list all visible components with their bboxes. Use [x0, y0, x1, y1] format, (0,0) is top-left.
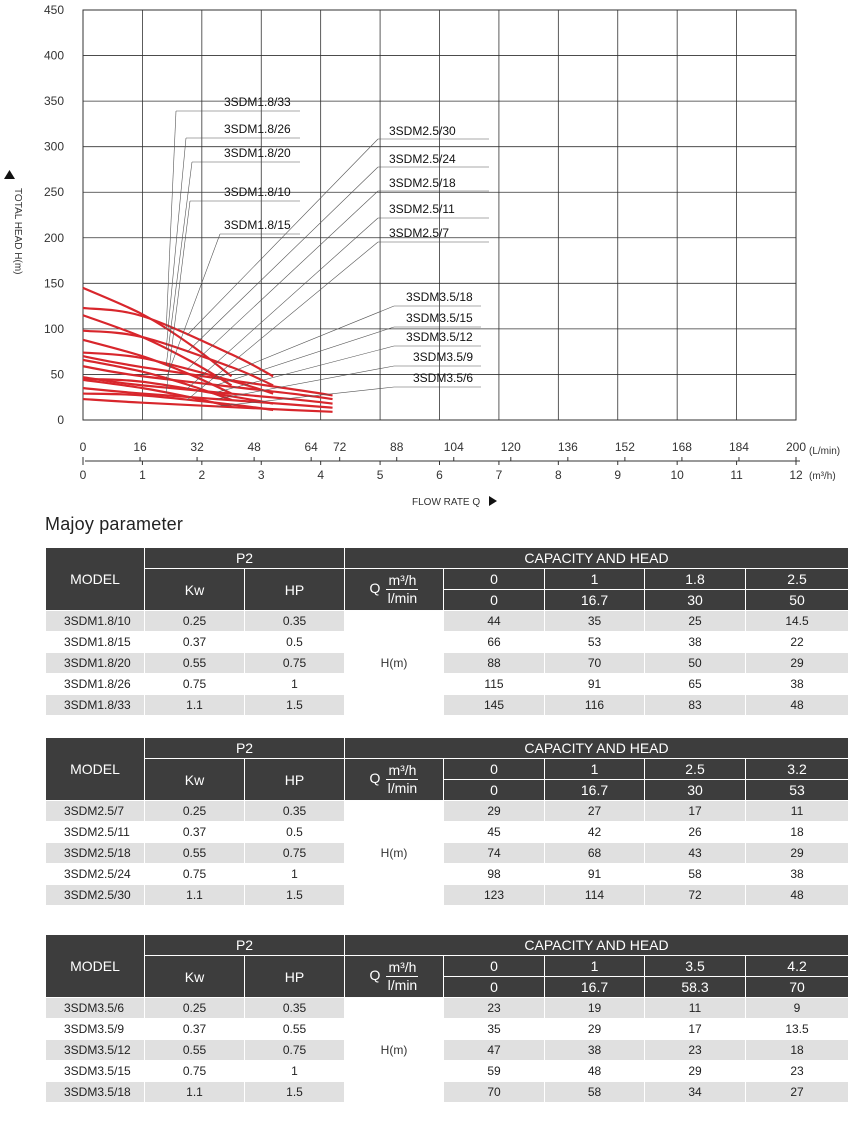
head-value-cell: 27: [545, 801, 645, 822]
head-value-cell: 26: [645, 822, 746, 843]
model-cell: 3SDM3.5/18: [46, 1082, 145, 1103]
table-row: [46, 1061, 849, 1082]
table-row: [46, 1019, 849, 1040]
x-tick-label-lmin: 104: [443, 440, 464, 454]
series-label: 3SDM2.5/7: [389, 226, 450, 240]
head-value-cell: 35: [444, 1019, 545, 1040]
m3h-unit: m³/h: [388, 762, 417, 778]
table-row: [46, 885, 849, 906]
flow-m3h-cell: 3.2: [746, 759, 849, 780]
y-tick-label: 0: [57, 413, 64, 427]
kw-header: Kw: [145, 569, 245, 611]
leader-line: [217, 346, 394, 392]
hp-header: HP: [245, 569, 345, 611]
flow-m3h-cell: 0: [444, 569, 545, 590]
head-value-cell: 59: [444, 1061, 545, 1082]
x-tick-label-lmin: 72: [333, 440, 347, 454]
y-tick-label: 100: [43, 321, 64, 336]
flow-lmin-cell: 53: [746, 780, 849, 801]
head-unit-cell: H(m): [345, 998, 444, 1103]
x-tick-label-m3h: 10: [670, 468, 684, 482]
model-cell: 3SDM2.5/30: [46, 885, 145, 906]
head-value-cell: 88: [444, 653, 545, 674]
hp-cell: 0.5: [245, 822, 345, 843]
x-tick-label-lmin: 168: [671, 440, 692, 454]
model-cell: 3SDM2.5/7: [46, 801, 145, 822]
x-tick-label-lmin: 88: [390, 440, 404, 454]
head-value-cell: 74: [444, 843, 545, 864]
kw-cell: 0.75: [145, 1061, 245, 1082]
capacity-head-header: CAPACITY AND HEAD: [345, 738, 849, 759]
x-tick-label-lmin: 48: [247, 440, 261, 454]
kw-header: Kw: [145, 956, 245, 998]
x-tick-label-lmin: 136: [557, 440, 578, 454]
p2-header: P2: [145, 935, 345, 956]
hp-cell: 0.35: [245, 998, 345, 1019]
table-row: [46, 843, 849, 864]
x-tick-label-m3h: 4: [317, 468, 325, 482]
head-value-cell: 48: [545, 1061, 645, 1082]
leader-line: [166, 234, 220, 379]
head-value-cell: 48: [746, 695, 849, 716]
y-axis-label: TOTAL HEAD H(m): [12, 188, 23, 275]
model-cell: 3SDM2.5/18: [46, 843, 145, 864]
flow-lmin-cell: 16.7: [545, 590, 645, 611]
flow-lmin-cell: 30: [645, 780, 746, 801]
flow-lmin-cell: 16.7: [545, 780, 645, 801]
x-tick-label-m3h: 2: [198, 468, 206, 482]
head-value-cell: 47: [444, 1040, 545, 1061]
x-tick-label-lmin: 64: [304, 440, 318, 454]
x-tick-label-m3h: 7: [495, 468, 503, 482]
leader-line: [187, 139, 378, 335]
head-value-cell: 38: [746, 674, 849, 695]
head-value-cell: 114: [545, 885, 645, 906]
head-value-cell: 29: [645, 1061, 746, 1082]
x-tick-label-lmin: 0: [79, 440, 87, 454]
y-tick-label: 400: [43, 48, 64, 63]
x-tick-label-lmin: 32: [190, 440, 204, 454]
series-label: 3SDM2.5/18: [389, 176, 456, 190]
model-cell: 3SDM3.5/12: [46, 1040, 145, 1061]
head-value-cell: 44: [444, 611, 545, 632]
leader-line: [166, 201, 190, 393]
head-value-cell: 34: [645, 1082, 746, 1103]
head-value-cell: 53: [545, 632, 645, 653]
head-value-cell: 14.5: [746, 611, 849, 632]
x-tick-label-m3h: 3: [257, 468, 265, 482]
table-row: [46, 1040, 849, 1061]
head-value-cell: 65: [645, 674, 746, 695]
head-value-cell: 17: [645, 1019, 746, 1040]
hp-cell: 1.5: [245, 695, 345, 716]
head-value-cell: 23: [746, 1061, 849, 1082]
flow-lmin-cell: 16.7: [545, 977, 645, 998]
table-row: [46, 674, 849, 695]
y-tick-label: 50: [50, 367, 64, 382]
series-label: 3SDM3.5/6: [413, 371, 474, 385]
hp-cell: 1: [245, 864, 345, 885]
head-value-cell: 50: [645, 653, 746, 674]
kw-cell: 0.75: [145, 864, 245, 885]
y-tick-label: 150: [43, 276, 64, 291]
p2-header: P2: [145, 548, 345, 569]
flow-unit-header: [345, 569, 444, 611]
head-value-cell: 83: [645, 695, 746, 716]
model-cell: 3SDM3.5/15: [46, 1061, 145, 1082]
head-value-cell: 38: [545, 1040, 645, 1061]
kw-cell: 0.55: [145, 1040, 245, 1061]
leader-line: [166, 138, 186, 349]
flow-m3h-cell: 2.5: [645, 759, 746, 780]
x-tick-label-m3h: 0: [79, 468, 87, 482]
x-tick-label-m3h: 1: [139, 468, 146, 482]
lmin-unit: l/min: [387, 977, 418, 993]
model-header: MODEL: [46, 935, 145, 998]
head-value-cell: 27: [746, 1082, 849, 1103]
x-axis-unit-m3h: (m³/h): [809, 471, 836, 482]
q-label: Q: [369, 967, 381, 984]
curve-3sdm3-5-18: [83, 356, 333, 395]
kw-header: Kw: [145, 759, 245, 801]
head-value-cell: 13.5: [746, 1019, 849, 1040]
series-label: 3SDM1.8/26: [224, 122, 291, 136]
hp-cell: 0.75: [245, 653, 345, 674]
m3h-unit: m³/h: [388, 959, 417, 975]
hp-cell: 1: [245, 674, 345, 695]
model-header: MODEL: [46, 738, 145, 801]
head-value-cell: 25: [645, 611, 746, 632]
y-tick-label: 300: [43, 139, 64, 154]
head-value-cell: 35: [545, 611, 645, 632]
flow-lmin-cell: 70: [746, 977, 849, 998]
flow-lmin-cell: 30: [645, 590, 746, 611]
series-label: 3SDM1.8/33: [224, 95, 291, 109]
flow-unit-header: [345, 956, 444, 998]
head-value-cell: 18: [746, 822, 849, 843]
curve-3sdm2-5-24: [83, 331, 273, 386]
head-value-cell: 29: [746, 843, 849, 864]
head-value-cell: 98: [444, 864, 545, 885]
flow-m3h-cell: 1: [545, 569, 645, 590]
kw-cell: 0.25: [145, 801, 245, 822]
head-unit-cell: H(m): [345, 801, 444, 906]
head-value-cell: 45: [444, 822, 545, 843]
kw-cell: 1.1: [145, 885, 245, 906]
model-cell: 3SDM3.5/6: [46, 998, 145, 1019]
kw-cell: 0.75: [145, 674, 245, 695]
head-value-cell: 17: [645, 801, 746, 822]
flow-lmin-cell: 0: [444, 780, 545, 801]
head-value-cell: 23: [645, 1040, 746, 1061]
capacity-head-header: CAPACITY AND HEAD: [345, 548, 849, 569]
y-tick-label: 250: [43, 185, 64, 200]
series-label: 3SDM2.5/11: [389, 202, 455, 216]
head-value-cell: 68: [545, 843, 645, 864]
kw-cell: 0.55: [145, 653, 245, 674]
table-row: [46, 998, 849, 1019]
y-axis-arrow-icon: [4, 170, 15, 179]
series-label: 3SDM3.5/9: [413, 350, 474, 364]
q-label: Q: [369, 580, 381, 597]
head-value-cell: 11: [645, 998, 746, 1019]
x-axis-label: FLOW RATE Q: [412, 497, 481, 508]
flow-m3h-cell: 0: [444, 759, 545, 780]
leader-line: [217, 387, 394, 406]
parameter-table-3sdm3-5: [45, 934, 849, 1103]
pump-performance-chart: [0, 0, 850, 512]
x-tick-label-m3h: 11: [730, 468, 743, 482]
x-axis-unit-lmin: (L/min): [809, 446, 841, 457]
flow-m3h-cell: 1.8: [645, 569, 746, 590]
kw-cell: 0.37: [145, 632, 245, 653]
leader-line: [217, 327, 394, 385]
lmin-unit: l/min: [387, 590, 418, 606]
table-row: [46, 822, 849, 843]
kw-cell: 1.1: [145, 695, 245, 716]
hp-cell: 1: [245, 1061, 345, 1082]
model-cell: 3SDM1.8/20: [46, 653, 145, 674]
table-row: [46, 653, 849, 674]
head-value-cell: 22: [746, 632, 849, 653]
hp-cell: 0.75: [245, 843, 345, 864]
x-tick-label-m3h: 6: [436, 468, 443, 482]
series-label: 3SDM1.8/20: [224, 146, 291, 160]
hp-cell: 0.35: [245, 801, 345, 822]
q-label: Q: [369, 770, 381, 787]
model-cell: 3SDM3.5/9: [46, 1019, 145, 1040]
head-value-cell: 70: [545, 653, 645, 674]
flow-lmin-cell: 58.3: [645, 977, 746, 998]
flow-m3h-cell: 1: [545, 956, 645, 977]
head-unit-cell: H(m): [345, 611, 444, 716]
head-value-cell: 70: [444, 1082, 545, 1103]
flow-m3h-cell: 4.2: [746, 956, 849, 977]
hp-cell: 0.75: [245, 1040, 345, 1061]
head-value-cell: 91: [545, 674, 645, 695]
model-cell: 3SDM2.5/24: [46, 864, 145, 885]
hp-cell: 1.5: [245, 885, 345, 906]
x-tick-label-lmin: 16: [133, 440, 147, 454]
head-value-cell: 43: [645, 843, 746, 864]
x-tick-label-lmin: 152: [614, 440, 635, 454]
head-value-cell: 116: [545, 695, 645, 716]
x-tick-label-lmin: 200: [785, 440, 807, 454]
table-row: [46, 864, 849, 885]
hp-cell: 1.5: [245, 1082, 345, 1103]
head-value-cell: 91: [545, 864, 645, 885]
flow-m3h-cell: 3.5: [645, 956, 746, 977]
flow-unit-header: [345, 759, 444, 801]
m3h-unit: m³/h: [388, 572, 417, 588]
table-row: [46, 695, 849, 716]
series-label: 3SDM3.5/15: [406, 311, 473, 325]
model-cell: 3SDM1.8/33: [46, 695, 145, 716]
leader-line: [187, 242, 378, 400]
head-value-cell: 48: [746, 885, 849, 906]
curve-3sdm1-8-20: [83, 340, 232, 394]
kw-cell: 0.25: [145, 611, 245, 632]
capacity-head-header: CAPACITY AND HEAD: [345, 935, 849, 956]
flow-lmin-cell: 0: [444, 977, 545, 998]
y-tick-label: 450: [43, 3, 64, 17]
flow-lmin-cell: 50: [746, 590, 849, 611]
head-value-cell: 72: [645, 885, 746, 906]
head-value-cell: 29: [444, 801, 545, 822]
table-row: [46, 801, 849, 822]
y-tick-label: 200: [43, 230, 64, 245]
series-label: 3SDM3.5/12: [406, 330, 473, 344]
model-header: MODEL: [46, 548, 145, 611]
head-value-cell: 19: [545, 998, 645, 1019]
head-value-cell: 23: [444, 998, 545, 1019]
model-cell: 3SDM1.8/15: [46, 632, 145, 653]
kw-cell: 0.25: [145, 998, 245, 1019]
model-cell: 3SDM1.8/10: [46, 611, 145, 632]
series-label: 3SDM1.8/10: [224, 185, 291, 199]
series-label: 3SDM2.5/24: [389, 152, 456, 166]
hp-cell: 0.5: [245, 632, 345, 653]
table-row: [46, 632, 849, 653]
flow-m3h-cell: 0: [444, 956, 545, 977]
flow-m3h-cell: 2.5: [746, 569, 849, 590]
head-value-cell: 58: [545, 1082, 645, 1103]
series-label: 3SDM2.5/30: [389, 124, 456, 138]
x-tick-label-m3h: 12: [789, 468, 803, 482]
head-value-cell: 123: [444, 885, 545, 906]
kw-cell: 0.37: [145, 1019, 245, 1040]
hp-header: HP: [245, 956, 345, 998]
head-value-cell: 66: [444, 632, 545, 653]
table-row: [46, 1082, 849, 1103]
model-cell: 3SDM1.8/26: [46, 674, 145, 695]
head-value-cell: 18: [746, 1040, 849, 1061]
kw-cell: 0.37: [145, 822, 245, 843]
parameter-table-3sdm2-5: [45, 737, 849, 906]
kw-cell: 1.1: [145, 1082, 245, 1103]
head-value-cell: 115: [444, 674, 545, 695]
x-tick-label-m3h: 8: [554, 468, 562, 482]
head-value-cell: 58: [645, 864, 746, 885]
x-tick-label-lmin: 184: [728, 440, 749, 454]
model-cell: 3SDM2.5/11: [46, 822, 145, 843]
head-value-cell: 29: [746, 653, 849, 674]
flow-lmin-cell: 0: [444, 590, 545, 611]
table-row: [46, 611, 849, 632]
x-tick-label-lmin: 120: [500, 440, 521, 454]
lmin-unit: l/min: [387, 780, 418, 796]
series-label: 3SDM1.8/15: [224, 218, 291, 232]
hp-cell: 0.35: [245, 611, 345, 632]
head-value-cell: 38: [746, 864, 849, 885]
x-axis-arrow-icon: [489, 496, 497, 506]
hp-cell: 0.55: [245, 1019, 345, 1040]
series-label: 3SDM3.5/18: [406, 290, 473, 304]
p2-header: P2: [145, 738, 345, 759]
section-title: Majoy parameter: [45, 514, 184, 534]
head-value-cell: 29: [545, 1019, 645, 1040]
kw-cell: 0.55: [145, 843, 245, 864]
flow-m3h-cell: 1: [545, 759, 645, 780]
hp-header: HP: [245, 759, 345, 801]
head-value-cell: 38: [645, 632, 746, 653]
head-value-cell: 145: [444, 695, 545, 716]
x-tick-label-m3h: 9: [614, 468, 622, 482]
head-value-cell: 9: [746, 998, 849, 1019]
head-value-cell: 11: [746, 801, 849, 822]
parameter-table-3sdm1-8: [45, 547, 849, 716]
y-tick-label: 350: [43, 94, 64, 109]
head-value-cell: 42: [545, 822, 645, 843]
x-tick-label-m3h: 5: [376, 468, 384, 482]
